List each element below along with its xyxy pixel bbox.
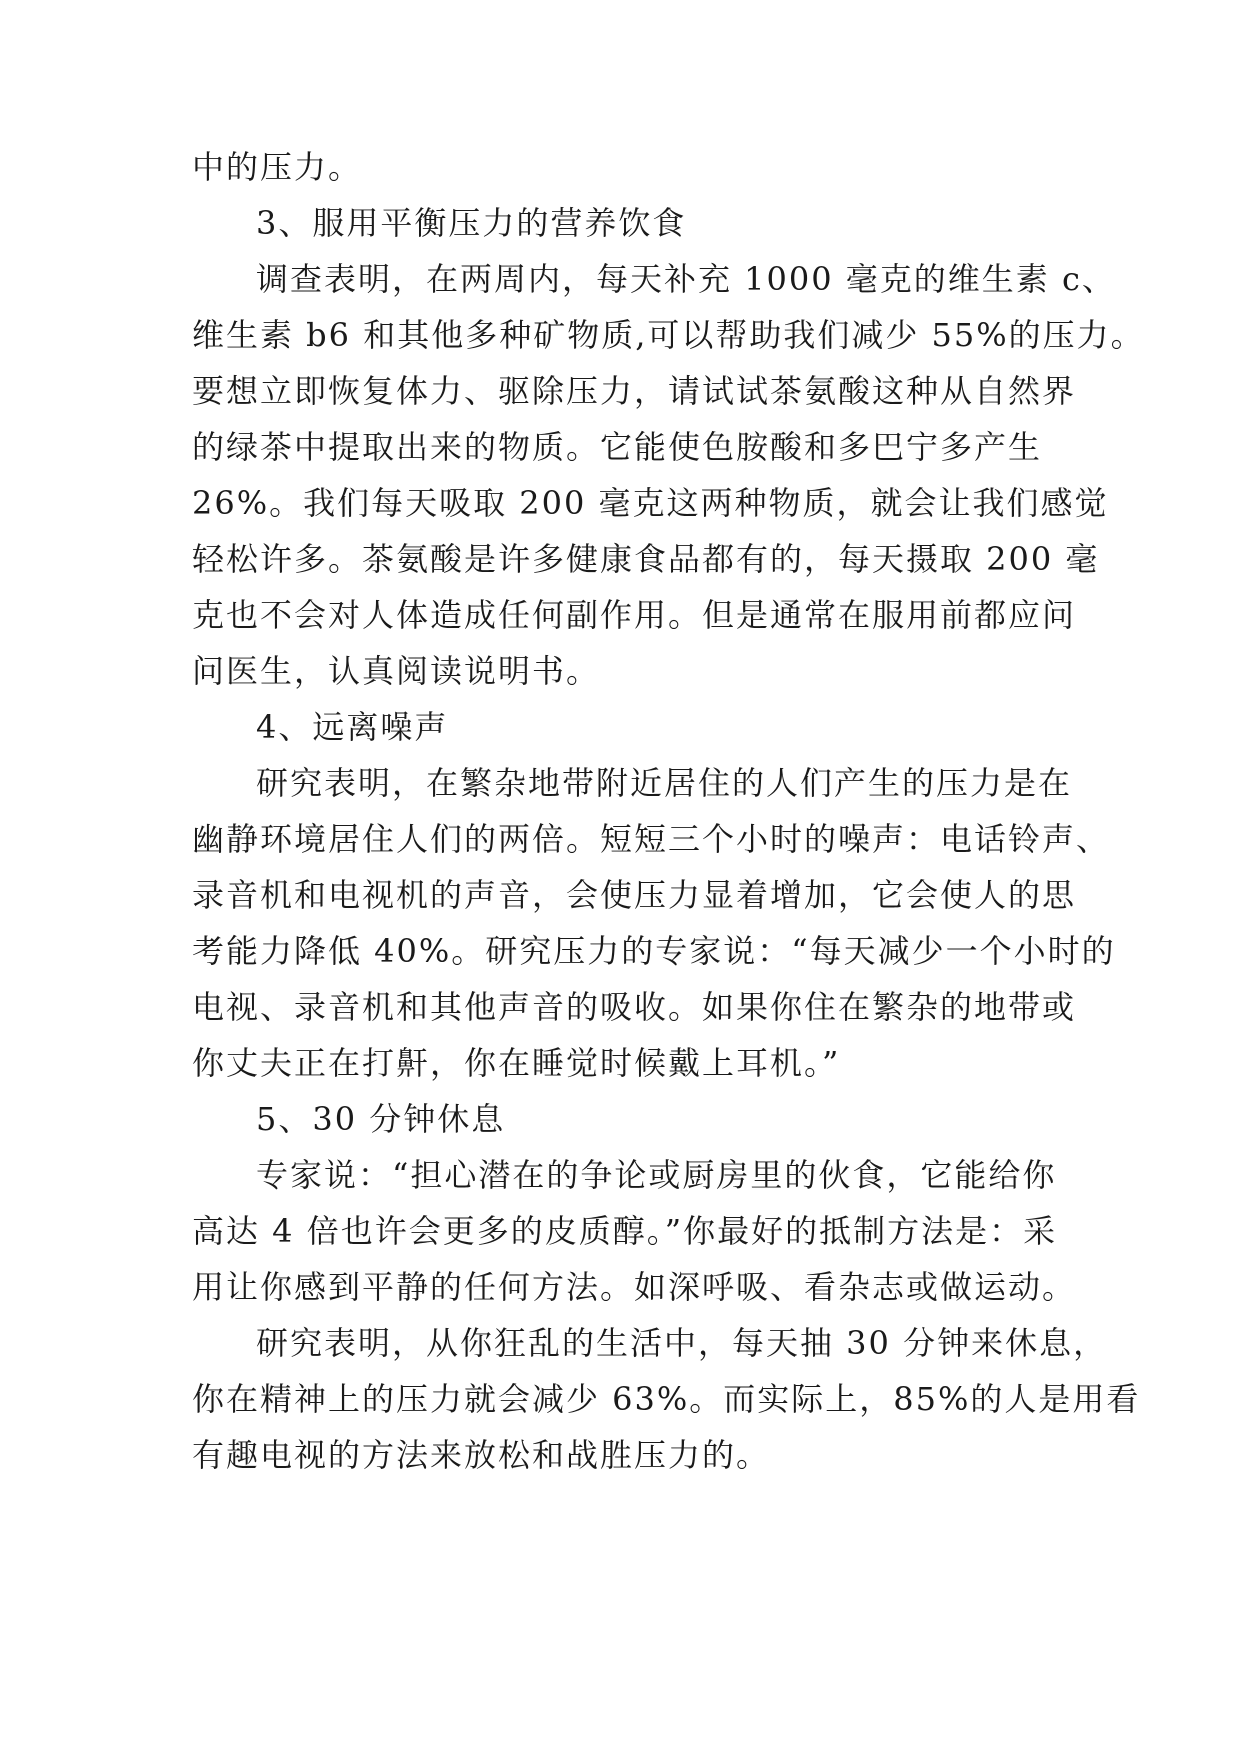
text-line: 幽静环境居住人们的两倍。短短三个小时的噪声：电话铃声、 bbox=[192, 820, 1111, 858]
text-line: 你在精神上的压力就会减少 63%。而实际上，85%的人是用看 bbox=[192, 1380, 1141, 1418]
text-line: 有趣电视的方法来放松和战胜压力的。 bbox=[192, 1436, 771, 1474]
text-line: 专家说：“担心潜在的争论或厨房里的伙食，它能给你 bbox=[256, 1156, 1057, 1194]
text-line: 录音机和电视机的声音，会使压力显着增加，它会使人的思 bbox=[192, 876, 1077, 914]
text-line: 维生素 b6 和其他多种矿物质,可以帮助我们减少 55%的压力。 bbox=[192, 316, 1145, 354]
section-heading: 3、服用平衡压力的营养饮食 bbox=[256, 204, 687, 242]
text-line: 问医生，认真阅读说明书。 bbox=[192, 652, 601, 690]
text-line: 研究表明，从你狂乱的生活中，每天抽 30 分钟来休息， bbox=[256, 1324, 1108, 1362]
text-line: 高达 4 倍也许会更多的皮质醇。”你最好的抵制方法是：采 bbox=[192, 1212, 1058, 1250]
text-line: 的绿茶中提取出来的物质。它能使色胺酸和多巴宁多产生 bbox=[192, 428, 1043, 466]
text-line: 研究表明，在繁杂地带附近居住的人们产生的压力是在 bbox=[256, 764, 1073, 802]
text-line: 轻松许多。茶氨酸是许多健康食品都有的，每天摄取 200 毫 bbox=[192, 540, 1100, 578]
text-line: 你丈夫正在打鼾，你在睡觉时候戴上耳机。” bbox=[192, 1044, 841, 1082]
text-line: 考能力降低 40%。研究压力的专家说：“每天减少一个小时的 bbox=[192, 932, 1116, 970]
text-line: 中的压力。 bbox=[192, 148, 363, 186]
section-heading: 4、远离噪声 bbox=[256, 708, 449, 746]
section-heading: 5、30 分钟休息 bbox=[256, 1100, 506, 1138]
text-line: 调查表明，在两周内，每天补充 1000 毫克的维生素 c、 bbox=[256, 260, 1116, 298]
text-line: 26%。我们每天吸取 200 毫克这两种物质，就会让我们感觉 bbox=[192, 484, 1109, 522]
text-line: 用让你感到平静的任何方法。如深呼吸、看杂志或做运动。 bbox=[192, 1268, 1077, 1306]
text-line: 克也不会对人体造成任何副作用。但是通常在服用前都应问 bbox=[192, 596, 1077, 634]
text-line: 要想立即恢复体力、驱除压力，请试试茶氨酸这种从自然界 bbox=[192, 372, 1077, 410]
text-line: 电视、录音机和其他声音的吸收。如果你住在繁杂的地带或 bbox=[192, 988, 1077, 1026]
